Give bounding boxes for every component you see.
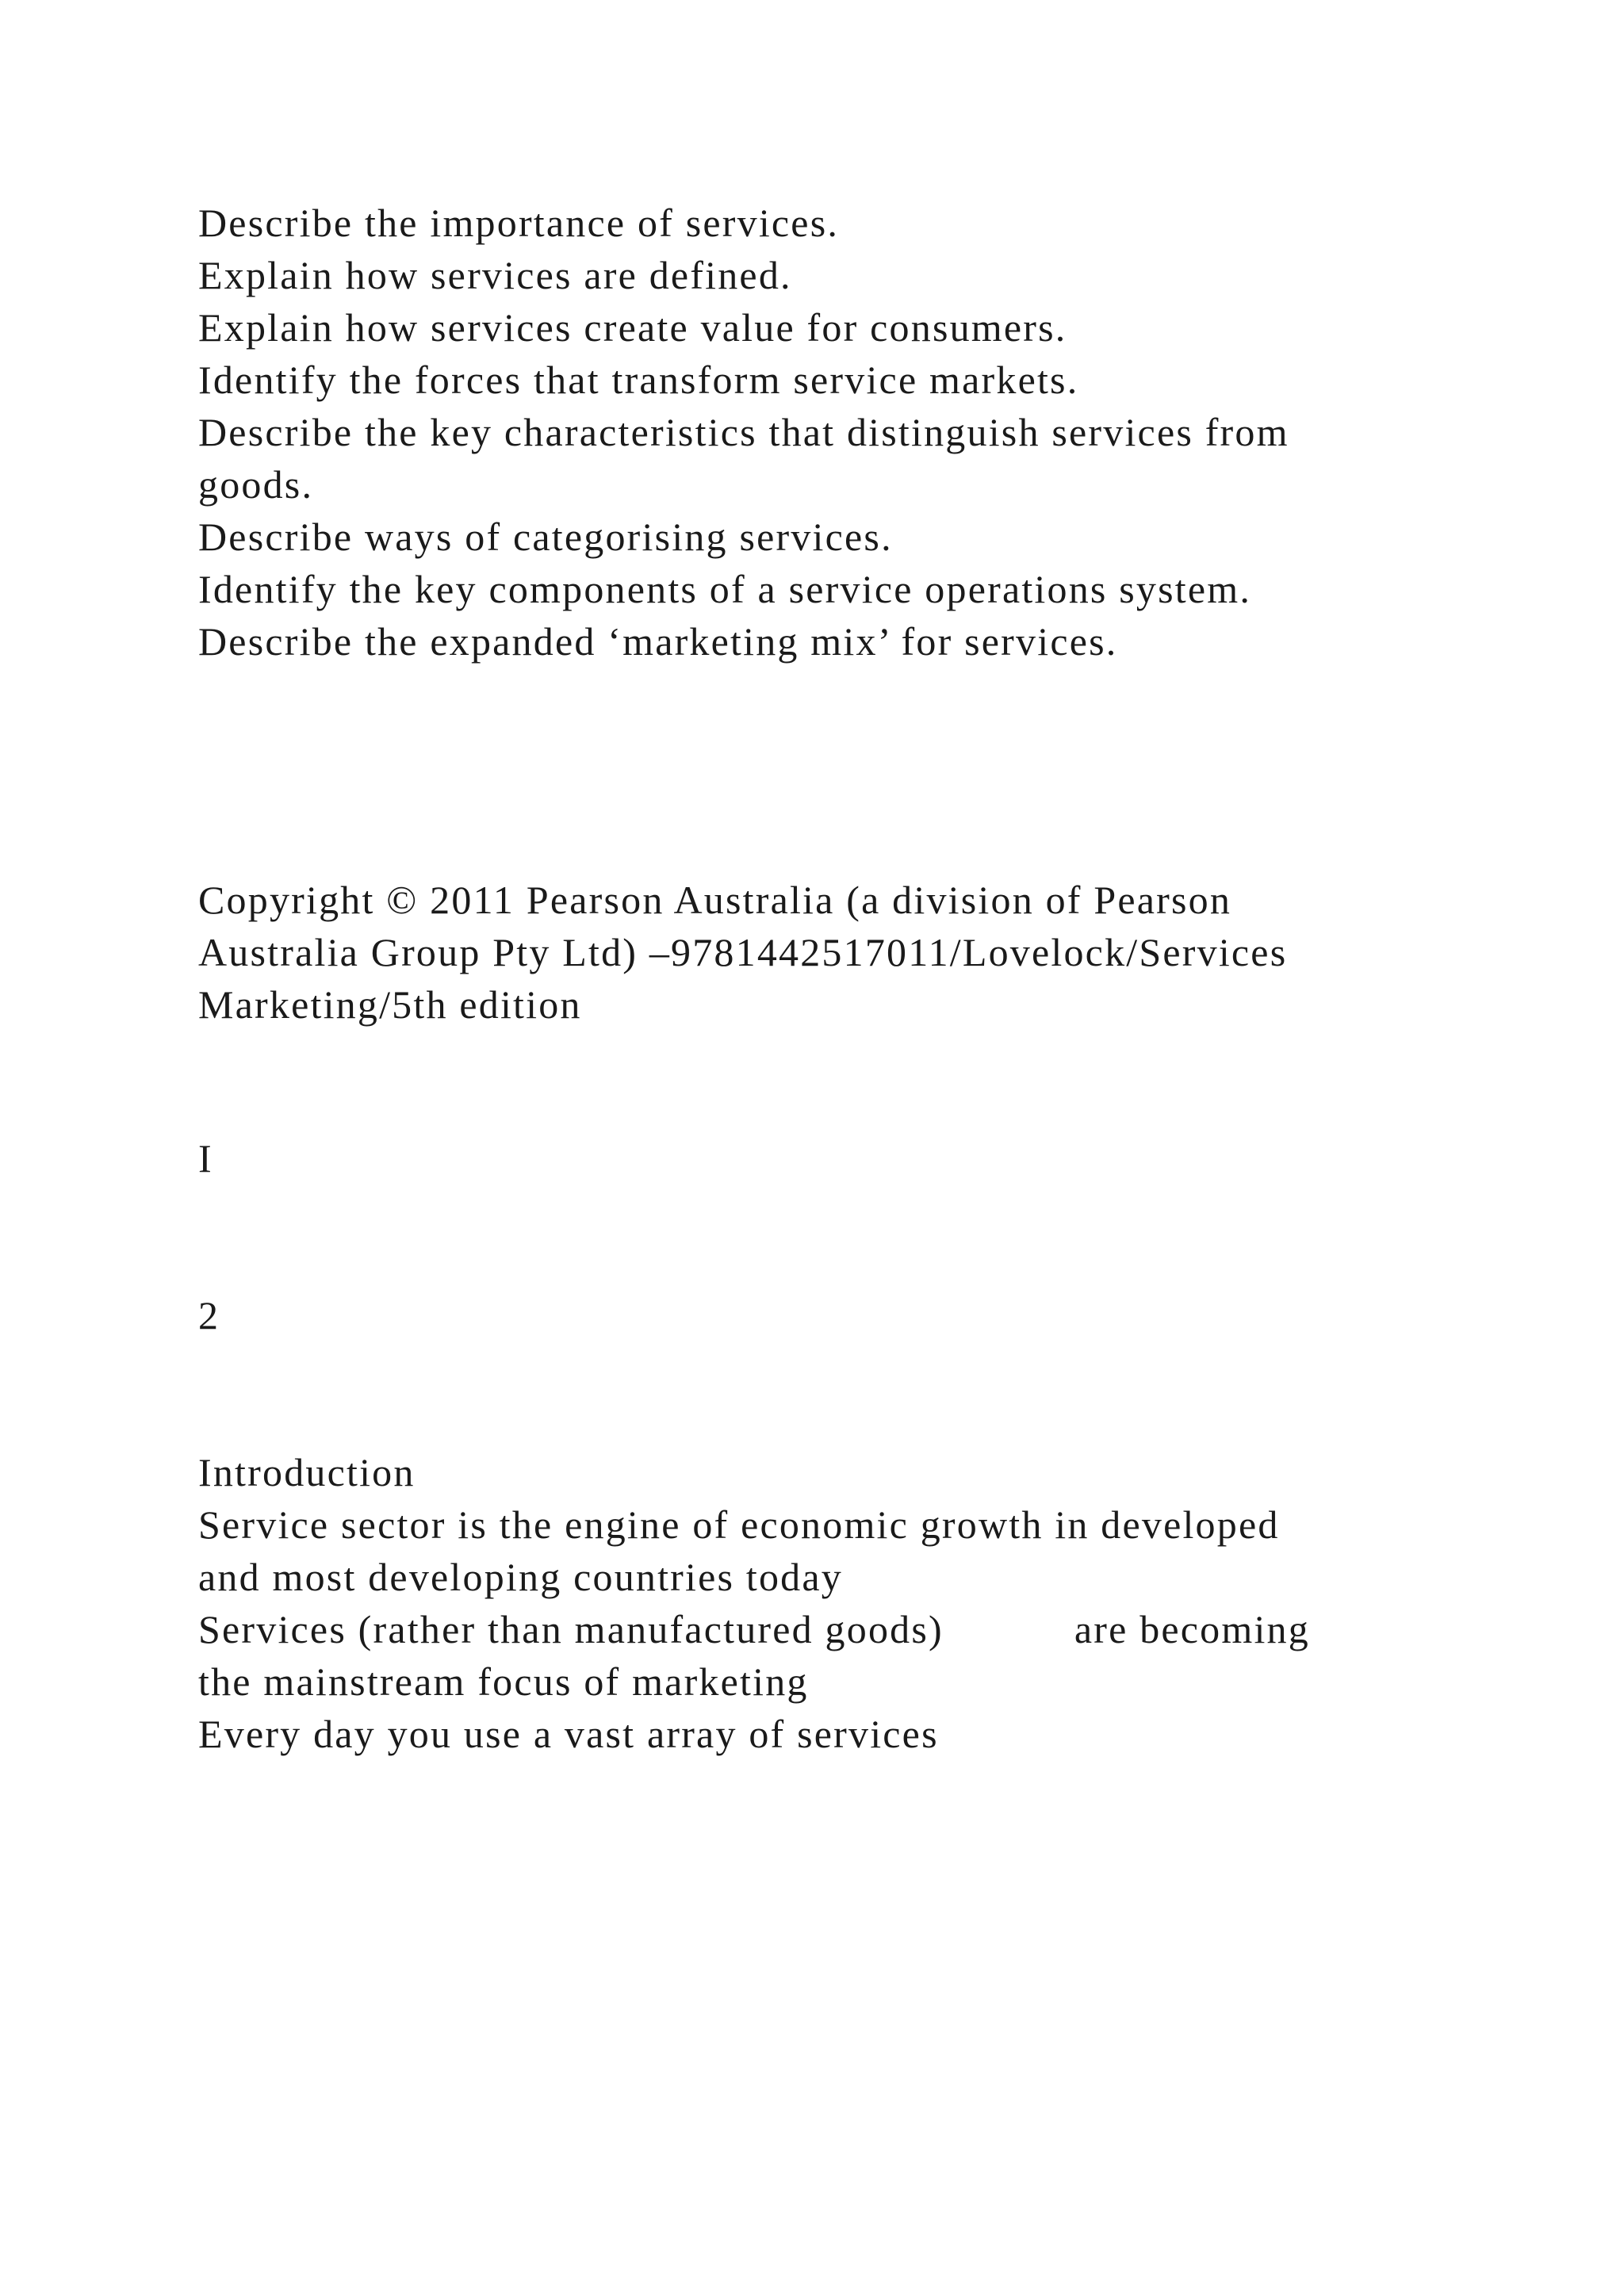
copyright-line: Copyright © 2011 Pearson Australia (a division of Pearson — [198, 878, 1232, 922]
objective-line: Explain how services are defined. — [198, 253, 792, 297]
introduction-line: and most developing countries today — [198, 1555, 843, 1599]
introduction-line: the mainstream focus of marketing — [198, 1659, 809, 1704]
slide-marker — [198, 1132, 1435, 1184]
introduction-section — [198, 1446, 1435, 1760]
objective-line: Identify the key components of a service operations system. — [198, 567, 1252, 611]
copyright-line: Australia Group Pty Ltd) –9781442517011/Lovelock/Services — [198, 930, 1288, 974]
objective-line: Identify the forces that transform service markets. — [198, 358, 1079, 402]
objective-line: Describe the expanded ‘marketing mix’ for services. — [198, 619, 1118, 664]
section-heading: Introduction — [198, 1450, 416, 1494]
introduction-line: Every day you use a vast array of services — [198, 1712, 939, 1756]
objective-line: Explain how services create value for consumers. — [198, 305, 1067, 350]
copyright-notice — [198, 874, 1435, 1031]
copyright-line: Marketing/5th edition — [198, 982, 582, 1027]
objective-line: Describe the key characteristics that distinguish services from — [198, 410, 1289, 454]
slide-number-text: 2 — [198, 1293, 220, 1337]
slide-marker-text: I — [198, 1136, 213, 1181]
objective-line: Describe the importance of services. — [198, 201, 840, 245]
objective-line: Describe ways of categorising services. — [198, 515, 893, 559]
introduction-line: Service sector is the engine of economic growth in developed — [198, 1502, 1280, 1547]
learning-objectives — [198, 197, 1435, 668]
introduction-line — [198, 1603, 1435, 1655]
introduction-line-part: Services (rather than manufactured goods) — [198, 1607, 944, 1651]
introduction-line-part: are becoming — [1074, 1607, 1310, 1651]
slide-number — [198, 1289, 1435, 1341]
objective-line: goods. — [198, 462, 314, 507]
